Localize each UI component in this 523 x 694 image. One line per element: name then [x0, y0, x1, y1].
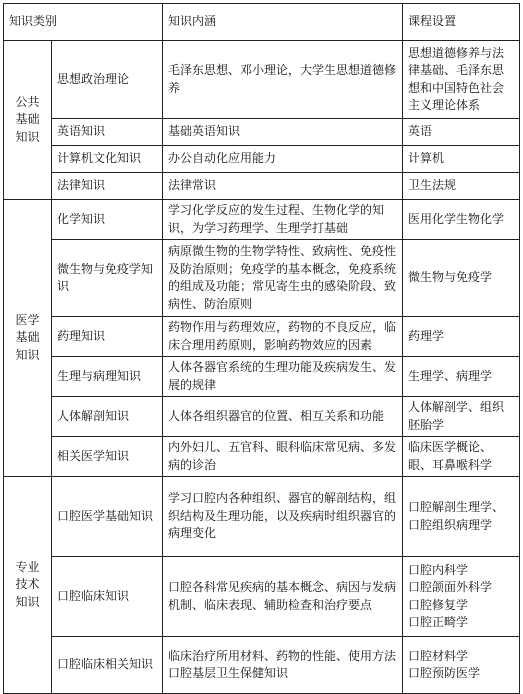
subcategory-cell: 人体解剖知识 [52, 397, 163, 437]
course-cell: 口腔解剖生理学、 口腔组织病理学 [403, 477, 520, 557]
subcategory-cell: 药理知识 [52, 317, 163, 357]
content-cell: 临床治疗所用材料、药物的性能、使用方法 口腔基层卫生保健知识 [163, 637, 403, 694]
content-cell: 内外妇儿、五官科、眼科临床常见病、多发病的诊治 [163, 437, 403, 477]
course-cell: 卫生法规 [403, 173, 520, 200]
course-cell: 口腔材料学 口腔预防医学 [403, 637, 520, 694]
subcategory-cell: 思想政治理论 [52, 41, 163, 119]
content-cell: 药物作用与药理效应，药物的不良反应，临床合理用药原则，影响药物效应的因素 [163, 317, 403, 357]
content-cell: 口腔各科常见疾病的基本概念、病因与发病机制、临床表现、辅助检查和治疗要点 [163, 557, 403, 637]
subcategory-cell: 相关医学知识 [52, 437, 163, 477]
content-cell: 病原微生物的生物学特性、致病性、免疫性及防治原则；免疫学的基本概念，免疫系统的组成及功能；常见寄生虫的感染阶段、致病性、防治原则 [163, 240, 403, 317]
course-cell: 人体解剖学、组织胚胎学 [403, 397, 520, 437]
course-cell: 医用化学生物化学 [403, 200, 520, 240]
knowledge-course-table [3, 3, 520, 694]
content-cell: 基础英语知识 [163, 119, 403, 146]
subcategory-cell: 计算机文化知识 [52, 146, 163, 173]
content-cell: 毛泽东思想、邓小理论，大学生思想道德修养 [163, 41, 403, 119]
subcategory-cell: 口腔医学基础知识 [52, 477, 163, 557]
table-row [4, 173, 520, 200]
table-row [4, 397, 520, 437]
group-label-professional: 专业 技术 知识 [4, 477, 52, 694]
table-row [4, 41, 520, 119]
content-cell: 人体各组织器官的位置、相互关系和功能 [163, 397, 403, 437]
content-cell: 人体各器官系统的生理功能及疾病发生、发展的规律 [163, 357, 403, 397]
course-cell: 临床医学概论、眼、耳鼻喉科学 [403, 437, 520, 477]
content-cell: 办公自动化应用能力 [163, 146, 403, 173]
course-cell: 药理学 [403, 317, 520, 357]
subcategory-cell: 口腔临床相关知识 [52, 637, 163, 694]
table-row [4, 437, 520, 477]
subcategory-cell: 生理与病理知识 [52, 357, 163, 397]
table-row [4, 200, 520, 240]
group-label-medical-basic: 医学 基础 知识 [4, 200, 52, 477]
course-cell: 微生物与免疫学 [403, 240, 520, 317]
table-header-row [4, 4, 520, 41]
course-cell: 口腔内科学 口腔颌面外科学 口腔修复学 口腔正畸学 [403, 557, 520, 637]
content-cell: 法律常识 [163, 173, 403, 200]
subcategory-cell: 口腔临床知识 [52, 557, 163, 637]
course-cell: 生理学、病理学 [403, 357, 520, 397]
header-course: 课程设置 [403, 4, 520, 41]
header-category: 知识类别 [4, 4, 163, 41]
table-row [4, 477, 520, 557]
course-cell: 思想道德修养与法律基础、毛泽东思想和中国特色社会主义理论体系 [403, 41, 520, 119]
course-cell: 英语 [403, 119, 520, 146]
header-content: 知识内涵 [163, 4, 403, 41]
table-row [4, 240, 520, 317]
table-row [4, 557, 520, 637]
subcategory-cell: 化学知识 [52, 200, 163, 240]
content-cell: 学习口腔内各种组织、器官的解剖结构，组织结构及生理功能，以及疾病时组织器官的病理变化 [163, 477, 403, 557]
content-cell: 学习化学反应的发生过程、生物化学的知识，为学习药理学、生理学打基础 [163, 200, 403, 240]
group-label-public-basic: 公共 基础 知识 [4, 41, 52, 200]
table-row [4, 317, 520, 357]
subcategory-cell: 法律知识 [52, 173, 163, 200]
table-row [4, 637, 520, 694]
table-row [4, 357, 520, 397]
subcategory-cell: 微生物与免疫学知识 [52, 240, 163, 317]
table-row [4, 146, 520, 173]
subcategory-cell: 英语知识 [52, 119, 163, 146]
table-row [4, 119, 520, 146]
course-cell: 计算机 [403, 146, 520, 173]
